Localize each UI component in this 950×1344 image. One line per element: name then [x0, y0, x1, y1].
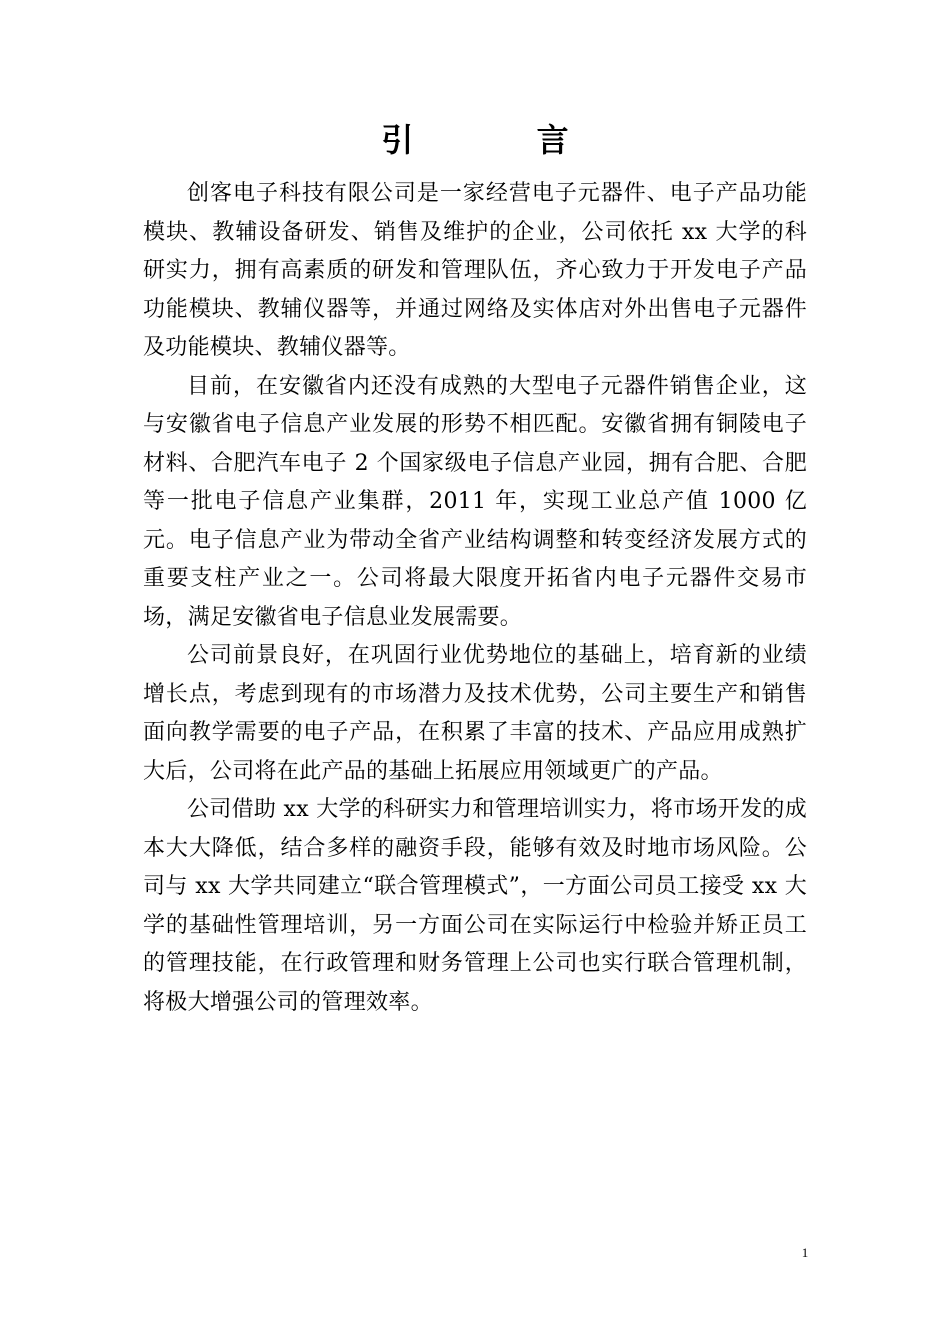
paragraph-3: 公司前景良好，在巩固行业优势地位的基础上，培育新的业绩增长点，考虑到现有的市场潜力及技术优势，公司主要生产和销售面向教学需要的电子产品，在积累了丰富的技术、产品应用成熟扩大后，公司将在此产品的基础上拓展应用领域更广的产品。 [143, 643, 807, 784]
paragraph-1: 创客电子科技有限公司是一家经营电子元器件、电子产品功能模块、教辅设备研发、销售及维护的企业，公司依托 xx 大学的科研实力，拥有高素质的研发和管理队伍，齐心致力于开发电子产品功能模块、教辅仪器等，并通过网络及实体店对外出售电子元器件及功能模块、教辅仪器等。 [143, 181, 807, 360]
page-title: 引 言 [381, 121, 625, 159]
paragraph-2: 目前，在安徽省内还没有成熟的大型电子元器件销售企业，这与安徽省电子信息产业发展的形势不相匹配。安徽省拥有铜陵电子材料、合肥汽车电子 2 个国家级电子信息产业园，拥有合肥、合肥等一批电子信息产业集群，2011 年，实现工业总产值 1000 亿元。电子信息产业为带动全省产业结构调整和转变经济发展方式的重要支柱产业之一。公司将最大限度开拓省内电子元器件交易市场，满足安徽省电子信息业发展需要。 [143, 373, 807, 630]
paragraph-4: 公司借助 xx 大学的科研实力和管理培训实力，将市场开发的成本大大降低，结合多样的融资手段，能够有效及时地市场风险。公司与 xx 大学共同建立“联合管理模式”，一方面公司员工接受 xx 大学的基础性管理培训，另一方面公司在实际运行中检验并矫正员工的管理技能，在行政管理和财务管理上公司也实行联合管理机制，将极大增强公司的管理效率。 [143, 797, 807, 1015]
page-number: 1 [801, 1245, 809, 1260]
body-text [143, 175, 807, 1022]
